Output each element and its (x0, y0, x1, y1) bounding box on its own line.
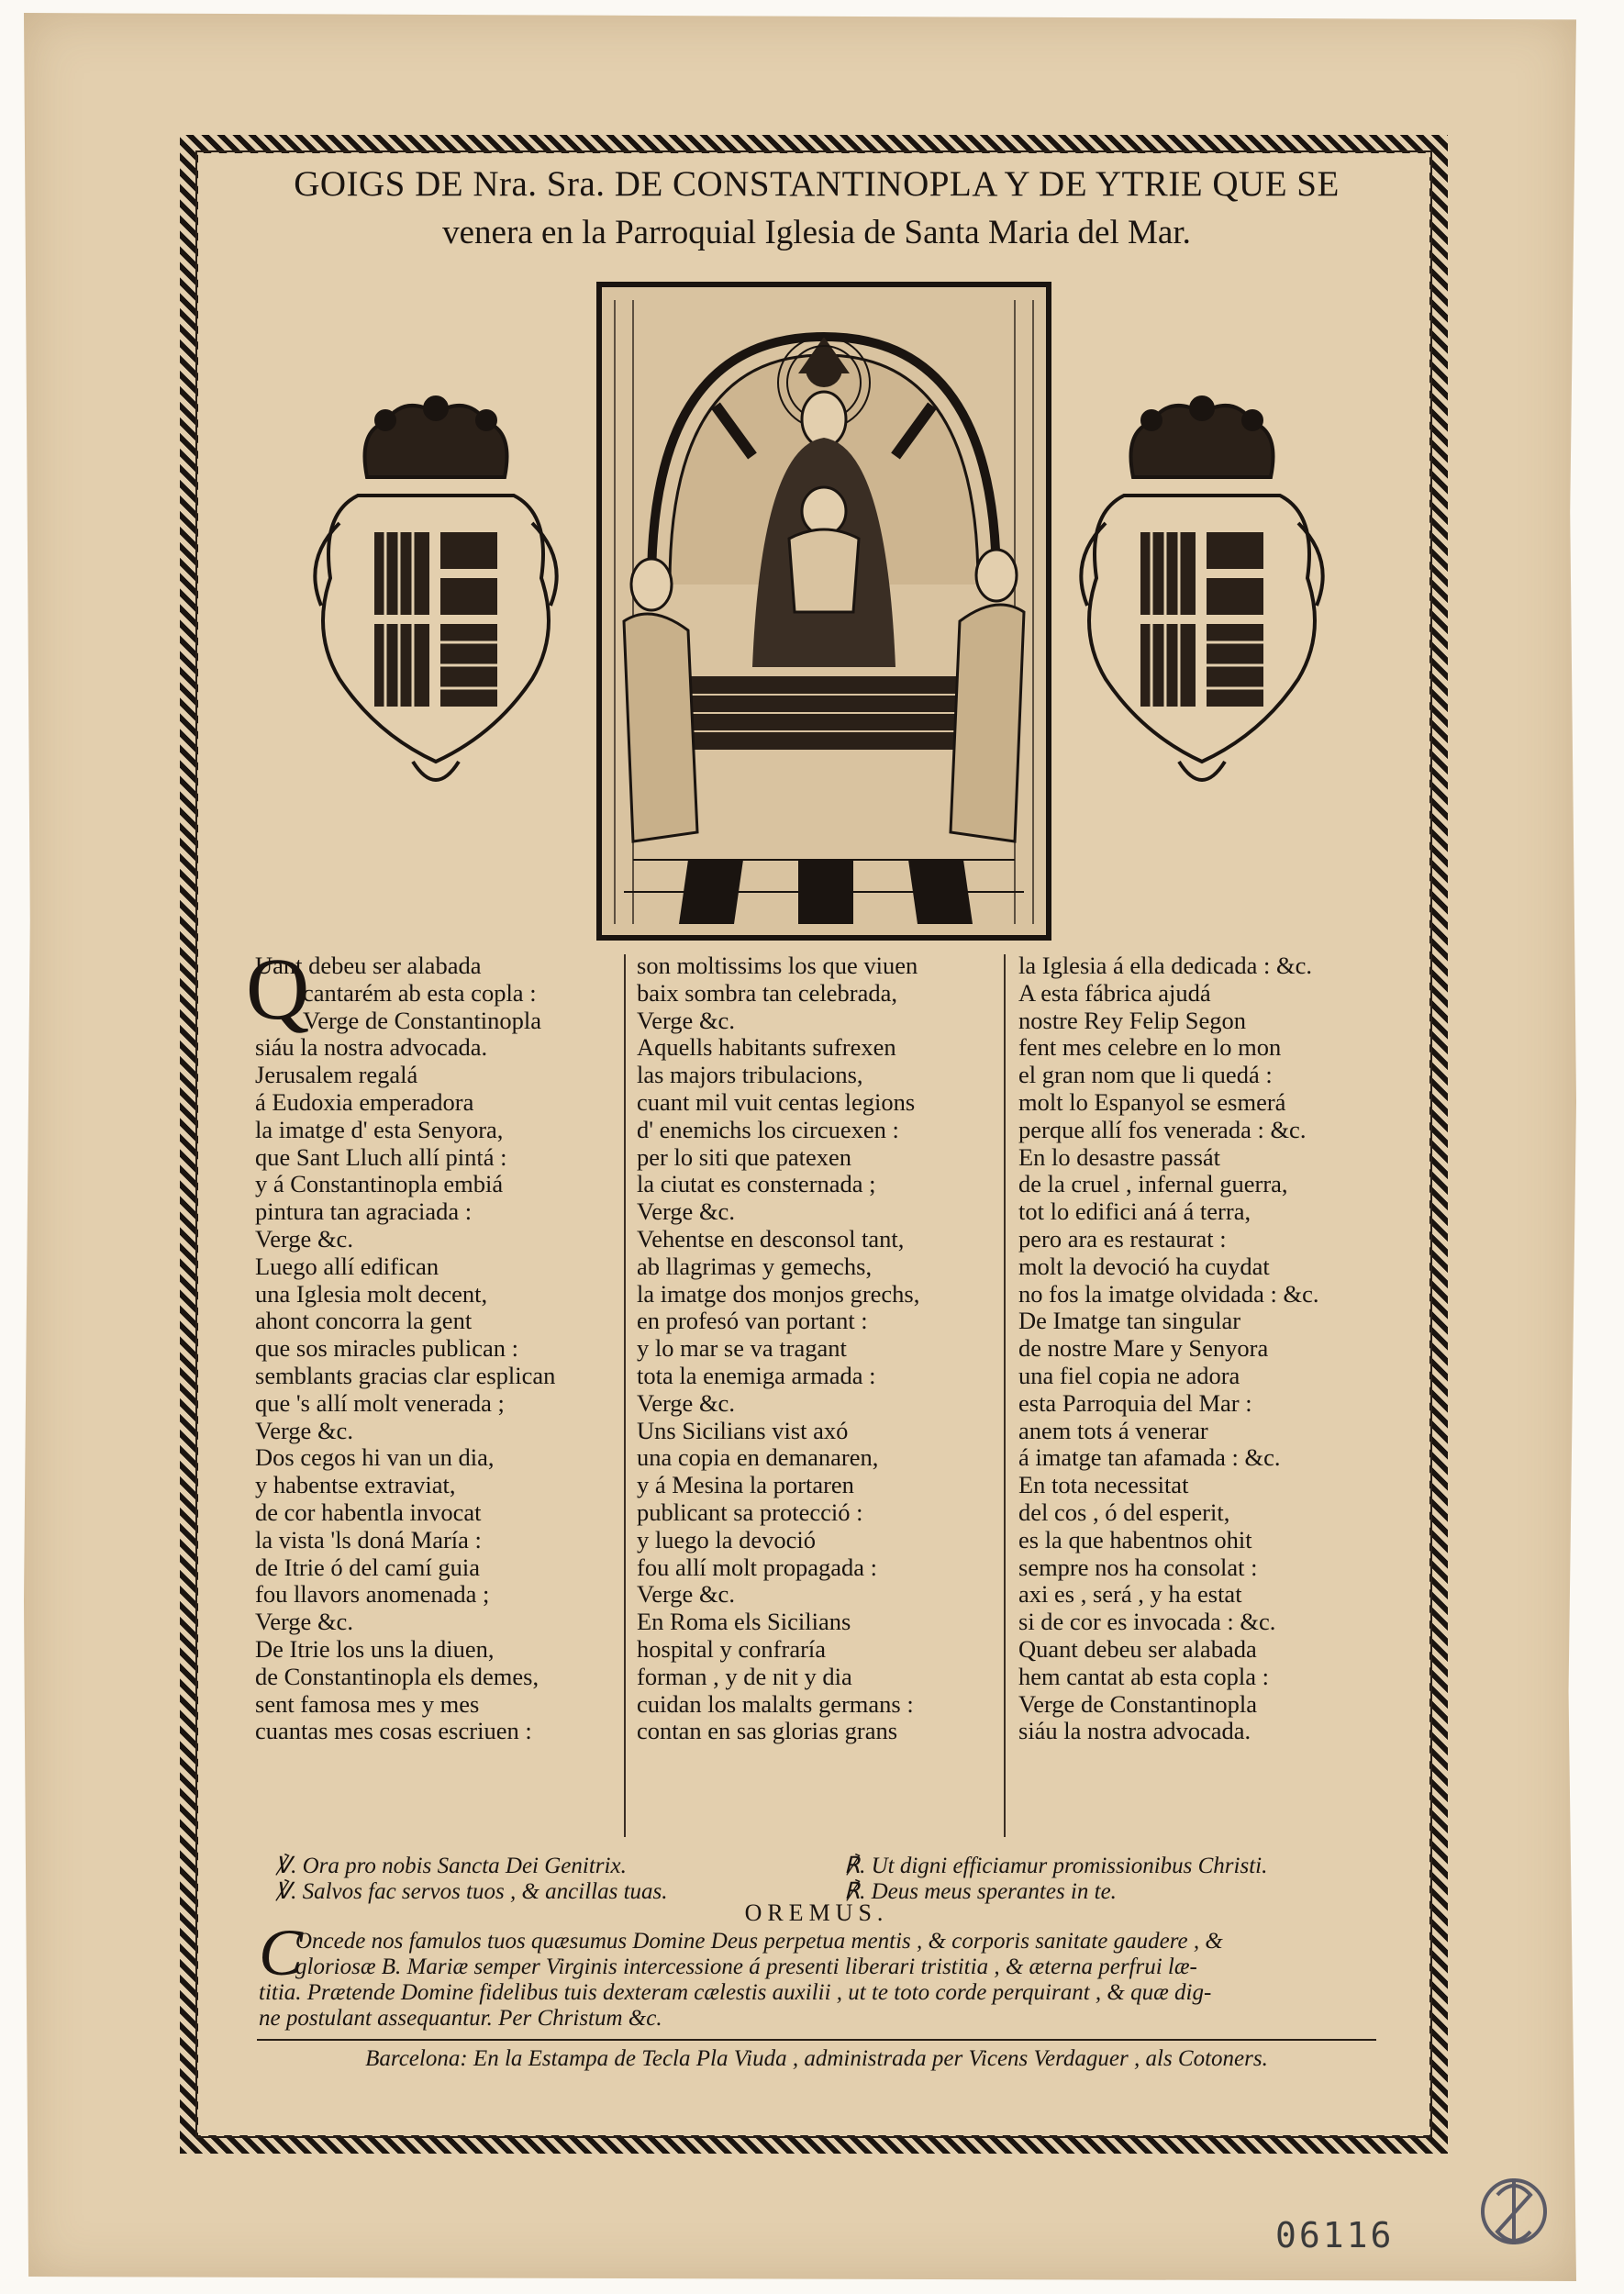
verse-line: hospital y confraría (637, 1634, 827, 1663)
column-divider (1004, 954, 1006, 1837)
verse-line: per lo siti que patexen (637, 1142, 852, 1171)
imprint-rule (257, 2039, 1376, 2041)
right-coat-of-arms (1069, 395, 1335, 817)
verse-line: contan en sas glorias grans (637, 1717, 898, 1745)
verse-line: Verge &c. (255, 1416, 353, 1444)
verse-line: En lo desastre passát (1018, 1142, 1221, 1171)
verse-line: y habentse extraviat, (255, 1471, 456, 1499)
verse-line: son moltissims los que viuen (637, 952, 918, 979)
verse-line: perque allí fos venerada : &c. (1018, 1115, 1307, 1143)
catalog-number: 06116 (1275, 2215, 1395, 2255)
verse-line: A esta fábrica ajudá (1018, 978, 1211, 1007)
verse-line: Verge &c. (637, 1580, 735, 1609)
response-1: ℟. Ut digni efficiamur promissionibus Christi. (844, 1854, 1268, 1878)
verse-line: En Roma els Sicilians (637, 1608, 851, 1636)
verse-line: de nostre Mare y Senyora (1018, 1334, 1269, 1363)
prayer-line-3: titia. Prætende Domine fidelibus tuis dexteram cælestis auxilii , ut te toto corde perquirant , & quæ dig- (259, 1980, 1212, 2005)
verse-line: una fiel copia ne adora (1018, 1361, 1240, 1389)
verse-line: que 's allí molt venerada ; (255, 1388, 505, 1417)
verse-line: Uns Sicilians vist axó (637, 1416, 849, 1444)
hymn-dropcap: Q (246, 940, 310, 1038)
verse-line: molt lo Espanyol se esmerá (1018, 1087, 1286, 1116)
verse-line: Quant debeu ser alabada (1018, 1634, 1257, 1663)
verse-line: molt la devoció ha cuydat (1018, 1252, 1270, 1280)
verse-line: y luego la devoció (637, 1525, 817, 1553)
verse-line: tota la enemiga armada : (637, 1361, 876, 1389)
verse-line: de Itrie ó del camí guia (255, 1553, 481, 1581)
verse-line: una copia en demanaren, (637, 1443, 879, 1472)
verse-line: la vista 'ls doná María : (255, 1525, 482, 1553)
verse-line: Verge de Constantinopla (303, 1006, 542, 1034)
verse-line: Verge &c. (637, 1197, 735, 1226)
verse-line: las majors tribulacions, (637, 1061, 863, 1089)
verse-line: y á Constantinopla embiá (255, 1170, 504, 1198)
prayer-line-2: gloriosæ B. Mariæ semper Virginis intercessione á presenti liberari tristitia , & æterna perfrui læ- (295, 1954, 1197, 1979)
verse-line: siáu la nostra advocada. (255, 1033, 488, 1062)
verse-line: axi es , será , y ha estat (1018, 1580, 1242, 1609)
prayer-dropcap: C (259, 1916, 304, 1989)
response-2: ℟. Deus meus sperantes in te. (844, 1879, 1117, 1904)
hymn-column-3 (1018, 952, 1319, 1745)
verse-line: anem tots á venerar (1018, 1416, 1208, 1444)
verse-line: cuant mil vuit centas legions (637, 1087, 916, 1116)
verse-line: de Constantinopla els demes, (255, 1662, 539, 1690)
verse-line: Verge &c. (255, 1224, 353, 1253)
hymn-column-1 (255, 952, 555, 1745)
verse-line: no fos la imatge olvidada : &c. (1018, 1279, 1319, 1308)
verse-line: el gran nom que li quedá : (1018, 1061, 1273, 1089)
verse-line: la imatge dos monjos grechs, (637, 1279, 920, 1308)
verse-line: ab llagrimas y gemechs, (637, 1252, 873, 1280)
virgin-woodcut-image (596, 282, 1051, 941)
hymn-column-2 (637, 952, 919, 1745)
verse-line: fent mes celebre en lo mon (1018, 1033, 1282, 1062)
imprint-line: Barcelona: En la Estampa de Tecla Pla Viuda , administrada per Vicens Verdaguer , als Cotoners. (365, 2046, 1268, 2071)
verse-line: baix sombra tan celebrada, (637, 978, 898, 1007)
verse-line: y á Mesina la portaren (637, 1471, 854, 1499)
verse-line: y lo mar se va tragant (637, 1334, 847, 1363)
verse-line: cantarém ab esta copla : (303, 978, 537, 1007)
verse-line: cuidan los malalts germans : (637, 1689, 914, 1718)
verse-line: ahont concorra la gent (255, 1307, 473, 1335)
verse-line: Verge &c. (637, 1006, 735, 1034)
verse-line: la imatge d' esta Senyora, (255, 1115, 504, 1143)
verse-line: sent famosa mes y mes (255, 1689, 480, 1718)
verse-line: Aquells habitants sufrexen (637, 1033, 896, 1062)
verse-line: nostre Rey Felip Segon (1018, 1006, 1247, 1034)
verse-line: fou llavors anomenada ; (255, 1580, 490, 1609)
verse-line: De Imatge tan singular (1018, 1307, 1241, 1335)
versicle-2: ℣. Salvos fac servos tuos , & ancillas tuas. (275, 1879, 668, 1904)
verse-line: Luego allí edifican (255, 1252, 439, 1280)
verse-line: Verge &c. (255, 1608, 353, 1636)
verse-line: á imatge tan afamada : &c. (1018, 1443, 1281, 1472)
verse-line: En tota necessitat (1018, 1471, 1189, 1499)
verse-line: tot lo edifici aná á terra, (1018, 1197, 1251, 1226)
verse-line: esta Parroquia del Mar : (1018, 1388, 1252, 1417)
verse-line: sempre nos ha consolat : (1018, 1553, 1258, 1581)
column-divider (624, 954, 626, 1837)
verse-line: Jerusalem regalá (255, 1061, 418, 1089)
verse-line: la ciutat es consternada ; (637, 1170, 876, 1198)
verse-line: De Itrie los uns la diuen, (255, 1634, 495, 1663)
verse-line: hem cantat ab esta copla : (1018, 1662, 1269, 1690)
library-stamp-icon (1470, 2167, 1558, 2255)
verse-line: la Iglesia á ella dedicada : &c. (1018, 952, 1313, 979)
verse-line: del cos , ó del esperit, (1018, 1498, 1230, 1526)
verse-line: una Iglesia molt decent, (255, 1279, 488, 1308)
prayer-line-4: ne postulant assequantur. Per Christum &c. (259, 2006, 662, 2031)
oremus-heading: OREMUS. (744, 1899, 889, 1926)
verse-line: Verge de Constantinopla (1018, 1689, 1258, 1718)
left-coat-of-arms (303, 395, 569, 817)
verse-line: forman , y de nit y dia (637, 1662, 852, 1690)
verse-line: en profesó van portant : (637, 1307, 868, 1335)
verse-line: de cor habentla invocat (255, 1498, 482, 1526)
versicle-1: ℣. Ora pro nobis Sancta Dei Genitrix. (275, 1854, 627, 1878)
verse-line: siáu la nostra advocada. (1018, 1717, 1251, 1745)
verse-line: Uant debeu ser alabada (255, 952, 482, 979)
prayer-line-1: Oncede nos famulos tuos quæsumus Domine Deus perpetua mentis , & corporis sanitate gaudere , & (295, 1929, 1223, 1954)
verse-line: cuantas mes cosas escriuen : (255, 1717, 532, 1745)
verse-line: que sos miracles publican : (255, 1334, 519, 1363)
verse-line: si de cor es invocada : &c. (1018, 1608, 1276, 1636)
title-line-1: GOIGS DE Nra. Sra. DE CONSTANTINOPLA Y DE YTRIE QUE SE (294, 164, 1340, 204)
verse-line: Vehentse en desconsol tant, (637, 1224, 905, 1253)
verse-line: de la cruel , infernal guerra, (1018, 1170, 1288, 1198)
verse-line: que Sant Lluch allí pintá : (255, 1142, 507, 1171)
verse-line: pintura tan agraciada : (255, 1197, 473, 1226)
verse-line: semblants gracias clar esplican (255, 1361, 556, 1389)
verse-line: Dos cegos hi van un dia, (255, 1443, 495, 1472)
verse-line: publicant sa protecció : (637, 1498, 863, 1526)
verse-line: es la que habentnos ohit (1018, 1525, 1252, 1553)
verse-line: á Eudoxia emperadora (255, 1087, 474, 1116)
verse-line: d' enemichs los circuexen : (637, 1115, 899, 1143)
verse-line: pero ara es restaurat : (1018, 1224, 1227, 1253)
title-line-2: venera en la Parroquial Iglesia de Santa Maria del Mar. (442, 214, 1191, 251)
verse-line: fou allí molt propagada : (637, 1553, 877, 1581)
verse-line: Verge &c. (637, 1388, 735, 1417)
